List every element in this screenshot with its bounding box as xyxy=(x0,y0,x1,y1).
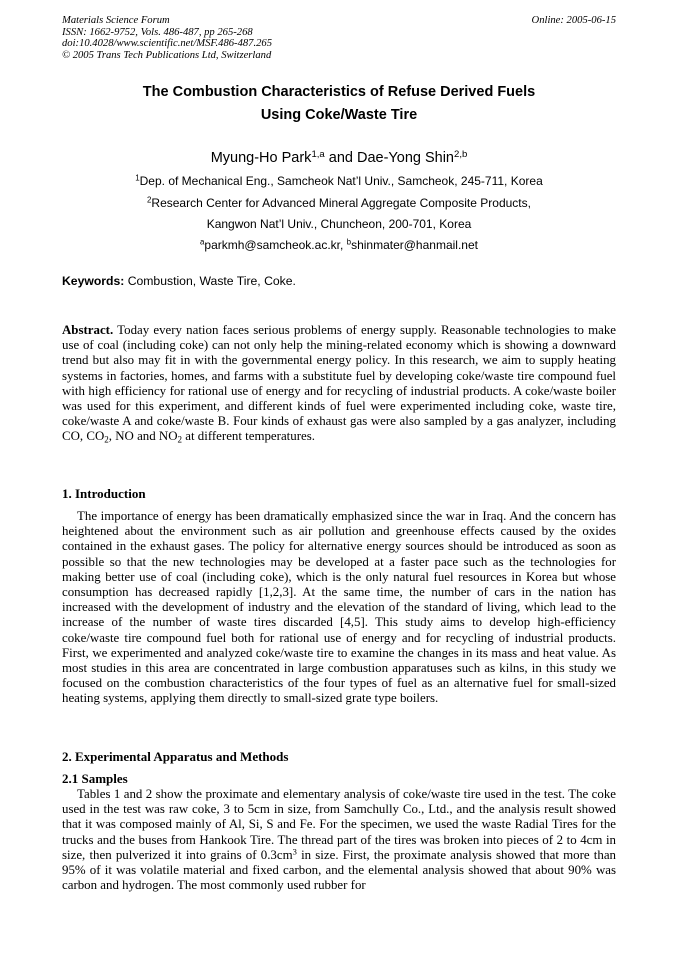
email-line xyxy=(62,238,616,253)
doi-line: doi:10.4028/www.scientific.net/MSF.486-487.265 xyxy=(62,38,272,50)
abstract-sub-2: 2 xyxy=(177,434,183,445)
journal-header xyxy=(62,15,616,61)
affiliation-1 xyxy=(62,174,616,189)
section-2-1-text-1: Tables 1 and 2 show the proximate and elementary analysis of coke/waste tire used in the test. The coke used in the test was raw coke, 3 to 5cm in size, from Samchully Co., Ltd., and the analysis result showed that it was composed mainly of Al, Si, S and Fe. For the specimen, we used the waste Radial Tires for the trucks and the buses from Hankook Tire. The thread part of the tires was broken into pieces of 2 to 4cm in size, then pulverized it into grains of 0.3cm xyxy=(62,787,616,862)
author-2: Dae-Yong Shin xyxy=(356,150,454,166)
abstract-label: Abstract. xyxy=(62,323,114,337)
email-a: parkmh@samcheok.ac.kr, xyxy=(204,238,347,252)
email-a-sup: a xyxy=(200,237,205,247)
journal-name: Materials Science Forum xyxy=(62,15,170,26)
abstract-text-2: , NO and NO xyxy=(108,429,178,444)
abstract xyxy=(62,323,616,445)
copyright-line: © 2005 Trans Tech Publications Ltd, Switzerland xyxy=(62,49,272,61)
abstract-sub-1: 2 xyxy=(104,434,109,445)
author-list xyxy=(62,148,616,168)
section-2-1-body xyxy=(62,787,616,893)
section-1-heading: 1. Introduction xyxy=(62,486,146,501)
email-b: shinmater@hanmail.net xyxy=(351,238,478,252)
keywords-text: Combustion, Waste Tire, Coke. xyxy=(124,274,296,288)
section-2-1-sup: 3 xyxy=(292,846,297,857)
affiliation-1-sup: 1 xyxy=(135,173,140,183)
affiliation-2-line-1: Research Center for Advanced Mineral Aggregate Composite Products, xyxy=(151,196,531,210)
affiliation-2-sup: 2 xyxy=(147,195,152,205)
section-2-1-heading: 2.1 Samples xyxy=(62,771,128,786)
affiliation-2-line-2: Kangwon Nat’l Univ., Chuncheon, 200-701, Korea xyxy=(206,217,472,231)
online-date: Online: 2005-06-15 xyxy=(531,15,616,26)
abstract-text-3: at different temperatures. xyxy=(182,429,315,444)
title-line-1: The Combustion Characteristics of Refuse Derived Fuels xyxy=(142,84,536,100)
section-2-heading: 2. Experimental Apparatus and Methods xyxy=(62,749,289,764)
author-1-sup: 1,a xyxy=(311,148,325,160)
keywords-label: Keywords: xyxy=(62,274,125,288)
affiliation-2 xyxy=(62,196,616,211)
author-2-sup: 2,b xyxy=(454,148,468,160)
abstract-text-1: Today every nation faces serious problems of energy supply. Reasonable technologies to make use of coal (including coke) can not only help the mining-related economy which is showing a downward trend but also may fit in with the governmental energy policy. In this research, we aim to supply heating systems in factories, homes, and farms with a substitute fuel by developing coke/waste tire compound fuel with high efficiency for rational use of energy and for recycling of industrial products. A coke/waste boiler was used for this experiment, and different kinds of fuel were experimented including coke, waste tire, coke/waste A and coke/waste B. Four kinds of exhaust gas were also sampled by a gas analyzer, including CO, CO xyxy=(62,323,616,444)
issn-line: ISSN: 1662-9752, Vols. 486-487, pp 265-268 xyxy=(62,26,253,38)
section-1-body: The importance of energy has been dramatically emphasized since the war in Iraq. And the concern has heightened about the environment such as air pollution and greenhouse effects caused by the oxides contained in the exhaust gases. The policy for alternative energy sources should be introduced as soon as possible so that the new technologies may be developed at a faster pace such as the technologies for making better use of coal (including coke), which is the only natural fuel resources in Korea but whose consumption has decreased rapidly [1,2,3]. At the same time, the number of cars in the nation has increased with the development of industry and the elevation of the standard of living, which lead to the increase of the number of waste tires discarded [4,5]. This study aims to develop high-efficiency coke/waste tire compound fuel both for rational use of energy and for recycling of industrial products. First, we experimented and analyzed coke/waste tire to examine the changes in its mass and heat value. As most studies in this area are concentrated in large combustion apparatuses such as kilns, in this study we focused on the combustion characteristics of the four types of fuel as an alternative fuel for small-sized heating systems, applying them directly to small-sized grate type boilers. xyxy=(62,509,616,706)
author-1: Myung-Ho Park xyxy=(210,150,312,166)
email-b-sup: b xyxy=(346,237,352,247)
title-line-2: Using Coke/Waste Tire xyxy=(260,107,418,123)
section-2-1-text-2: in size. First, the proximate analysis showed that more than 95% of it was volatile material and fixed carbon, and the elemental analysis showed that about 90% was carbon and hydrogen. The most commonly used rubber for xyxy=(62,847,616,893)
keywords xyxy=(62,273,616,289)
affiliation-1-text: Dep. of Mechanical Eng., Samcheok Nat’l Univ., Samcheok, 245-711, Korea xyxy=(139,174,543,188)
author-and: and xyxy=(324,150,357,166)
paper-title xyxy=(62,81,616,127)
